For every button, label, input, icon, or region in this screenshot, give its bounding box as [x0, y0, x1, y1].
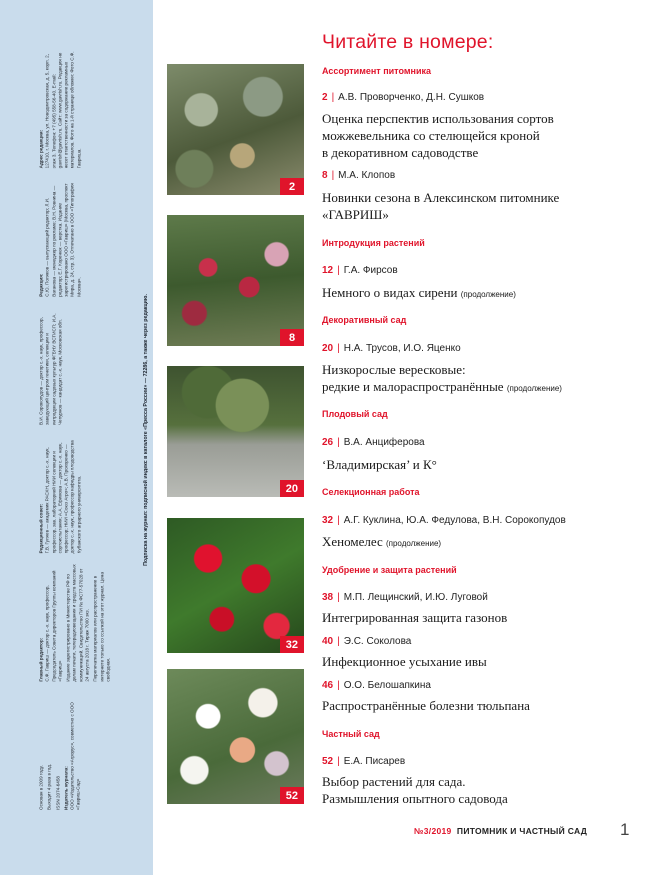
section-heading: Декоративный сад — [322, 315, 407, 325]
toc-entry-head[interactable] — [322, 592, 488, 603]
toc-entry-title[interactable] — [322, 110, 554, 161]
toc-title: Читайте в номере: — [322, 31, 494, 53]
photo-nursery — [167, 215, 304, 346]
toc-note: (продолжение) — [506, 384, 562, 393]
toc-entry-head[interactable] — [322, 343, 461, 354]
toc-entry-title[interactable] — [322, 609, 507, 626]
imprint-editorial-label: Редакция: — [38, 273, 44, 297]
magazine-title: ПИТОМНИК И ЧАСТНЫЙ САД — [456, 826, 588, 836]
toc-entry-title[interactable] — [322, 773, 508, 807]
separator: | — [337, 515, 340, 526]
toc-page-number: 20 — [322, 343, 334, 354]
separator: | — [337, 343, 340, 354]
toc-authors: Н.А. Трусов, И.О. Яценко — [343, 343, 461, 354]
photo-garden-flowers — [167, 669, 304, 804]
toc-note: (продолжение) — [385, 539, 442, 548]
section-heading: Селекционная работа — [322, 487, 420, 497]
toc-title-line: Распространённые болезни тюльпана — [322, 698, 530, 713]
toc-page-number: 46 — [322, 680, 334, 691]
imprint-line: Выходит 4 раза в год. — [46, 763, 52, 810]
imprint-council-label: Редакционный совет: — [38, 503, 44, 554]
photo-page-badge: 20 — [280, 480, 304, 497]
imprint-founder-label: Издатель журнала: — [63, 766, 69, 810]
toc-page-number: 12 — [322, 265, 334, 276]
toc-page-number: 52 — [322, 756, 334, 767]
photo-juniper — [167, 64, 304, 195]
toc-title-line: Интегрированная защита газонов — [322, 610, 508, 625]
toc-title-line: Оценка перспектив использования сортов — [322, 111, 554, 126]
imprint-chief-text: С.Ф. Гавриш — доктор с.-х. наук, профессор, Председатель Совета директоров Группы компаний «Гавриш» — [44, 570, 63, 682]
toc-title-line: ‘Владимирская’ и К° — [322, 457, 437, 472]
imprint-council-text: Г.В. Гуляев — академик РАСХН, доктор с.-х. наук, профессор, зав. лабораторией НИИ селекции и сортоиспытания; А.А. Ефимова — доктор с.-х. наук, профессор; НИИ «Союз Агро»; А.В. Прохоренко — доктор с.-х. наук, профессор кафедры плодоводства Кубанского аграрного университета. — [44, 440, 82, 554]
toc-page-number: 38 — [322, 592, 334, 603]
toc-authors: В.А. Анциферова — [343, 437, 425, 448]
toc-entry-head[interactable] — [322, 92, 484, 103]
imprint-sidebar — [0, 0, 153, 875]
toc-entry-title[interactable] — [322, 456, 437, 473]
toc-page-number: 32 — [322, 515, 334, 526]
separator: | — [337, 265, 340, 276]
toc-entry-title[interactable] — [322, 653, 487, 670]
toc-authors: М.А. Клопов — [338, 170, 396, 181]
photo-page-badge: 52 — [280, 787, 304, 804]
toc-title-line: «ГАВРИШ» — [322, 207, 389, 222]
imprint-members-text: В.И. Сорокопудов — доктор с.-х. наук, профессор, заведующий центром генетики, селекции и интродукции садовых культур ФГБНУ ВСТИСП; И.А. Чепурнов — кандидат с.-х. наук, Московская обл. — [38, 313, 63, 426]
section-heading: Частный сад — [322, 729, 380, 739]
imprint-address-label: Адрес редакции: — [38, 129, 44, 169]
photo-page-badge: 8 — [280, 329, 304, 346]
imprint-registration: Издание зарегистрировано в Министерстве РФ по делам печати, телерадиовещания и средств массовых коммуникаций. Свидетельство ПИ № ФС77-57028 от 24 августа 2018 г. Тираж 7000 экз. — [65, 564, 90, 682]
toc-authors: Е.А. Писарев — [343, 756, 406, 767]
imprint-editorial-text: С.Ю. Поляков — выпускающий редактор; Л.И. Ваганова — менеджер по рекламе; В.Н. Ровнина — редактор; Е.Г. Коренюк — верстка. Издание зарегистрировано ООО «Гавриш» (Москва, проспект Мира, д. 24, стр. 3). Отпечатано в ООО «Типография Москва». — [44, 183, 82, 297]
page-number: 1 — [620, 820, 630, 839]
toc-entry-title[interactable] — [322, 284, 516, 303]
toc-title-line: Хеномелес — [322, 534, 383, 549]
separator: | — [337, 756, 340, 767]
photo-chaenomeles — [167, 518, 304, 653]
toc-title-line: в декоративном садоводстве — [322, 145, 479, 160]
separator: | — [331, 170, 335, 181]
toc-entry-title[interactable] — [322, 533, 441, 552]
toc-authors: А.В. Проворченко, Д.Н. Сушков — [338, 92, 485, 103]
page-footer — [414, 826, 587, 836]
toc-title-line: Новинки сезона в Алексинском питомнике — [322, 190, 560, 205]
imprint-line: Основан в 2009 году. — [38, 765, 44, 810]
photo-heather — [167, 366, 304, 497]
section-heading: Ассортимент питомника — [322, 66, 431, 76]
separator: | — [337, 680, 340, 691]
toc-entry-head[interactable] — [322, 437, 425, 448]
imprint-col-council — [38, 435, 113, 553]
toc-entry-head[interactable] — [322, 636, 411, 647]
toc-title-line: Немного о видах сирени — [322, 285, 458, 300]
separator: | — [337, 437, 340, 448]
imprint-copyright: Перепечатка материалов или распространение в интернете только со ссылкой на этот журнал. Цена свободная. — [92, 572, 111, 682]
imprint-col-chief — [38, 563, 113, 681]
toc-authors: О.О. Белошапкина — [343, 680, 431, 691]
toc-title-line: можжевельника со стелющейся кроной — [322, 128, 540, 143]
toc-authors: А.Г. Куклина, Ю.А. Федулова, В.Н. Сорокопудов — [343, 515, 566, 526]
photo-page-badge: 32 — [280, 636, 304, 653]
separator: | — [331, 92, 335, 103]
separator: | — [337, 636, 340, 647]
section-heading: Интродукция растений — [322, 238, 425, 248]
imprint-col-members — [38, 307, 113, 425]
imprint-line: ISSN 2074-6458 — [54, 776, 60, 810]
photo-page-badge: 2 — [280, 178, 304, 195]
imprint-address-text: 127410, г. Москва, ул. Новодмитровская, д. 5, корп. 2, этаж 3. Телефон: +7 (495) 558-56-40. E-mail: gavrish@gavrish.ru. Сайт: www.gavrish.ru. Редакция не несет ответственности за содержание рекламных материалов. Фото на 1-й странице обложки: Фото С.Ф. Гавриша. — [44, 51, 82, 169]
toc-title-line: Выбор растений для сада. — [322, 774, 466, 789]
toc-note: (продолжение) — [460, 290, 516, 299]
imprint-col-editorial — [38, 178, 113, 296]
toc-entry-head[interactable] — [322, 515, 566, 526]
toc-entry-head[interactable] — [322, 756, 405, 767]
issue-number: №3/2019 — [414, 826, 452, 836]
imprint-col-address — [38, 50, 113, 168]
toc-title-line: редкие и малораспространённые — [322, 379, 504, 394]
subscription-info: Подписка на журнал: подписной индекс в каталоге «Пресса России» — 72286, а также через редакцию. — [143, 294, 149, 566]
section-heading: Удобрение и защита растений — [322, 565, 457, 575]
imprint-block — [38, 50, 113, 810]
section-heading: Плодовый сад — [322, 409, 388, 419]
toc-authors: Э.С. Соколова — [343, 636, 412, 647]
imprint-col-founded — [38, 692, 113, 810]
toc-entry-head[interactable] — [322, 265, 398, 276]
toc-page-number: 8 — [322, 170, 328, 181]
separator: | — [337, 592, 340, 603]
toc-page-number: 26 — [322, 437, 334, 448]
toc-entry-title[interactable] — [322, 697, 530, 714]
toc-entry-head[interactable] — [322, 680, 431, 691]
toc-title-line: Размышления опытного садовода — [322, 791, 508, 806]
imprint-chief-label: Главный редактор: — [38, 637, 44, 682]
toc-title-line: Низкорослые вересковые: — [322, 362, 466, 377]
toc-page-number: 40 — [322, 636, 334, 647]
imprint-founder-text: ООО «Издательство «Агрорус», совместно с ООО «Гавриш-Сад» — [69, 702, 81, 810]
toc-page-number: 2 — [322, 92, 328, 103]
toc-authors: М.П. Лещинский, И.Ю. Луговой — [343, 592, 488, 603]
toc-authors: Г.А. Фирсов — [343, 265, 398, 276]
toc-entry-head[interactable] — [322, 170, 395, 181]
toc-entry-title[interactable] — [322, 189, 559, 223]
toc-entry-title[interactable] — [322, 361, 562, 397]
toc-title-line: Инфекционное усыхание ивы — [322, 654, 487, 669]
